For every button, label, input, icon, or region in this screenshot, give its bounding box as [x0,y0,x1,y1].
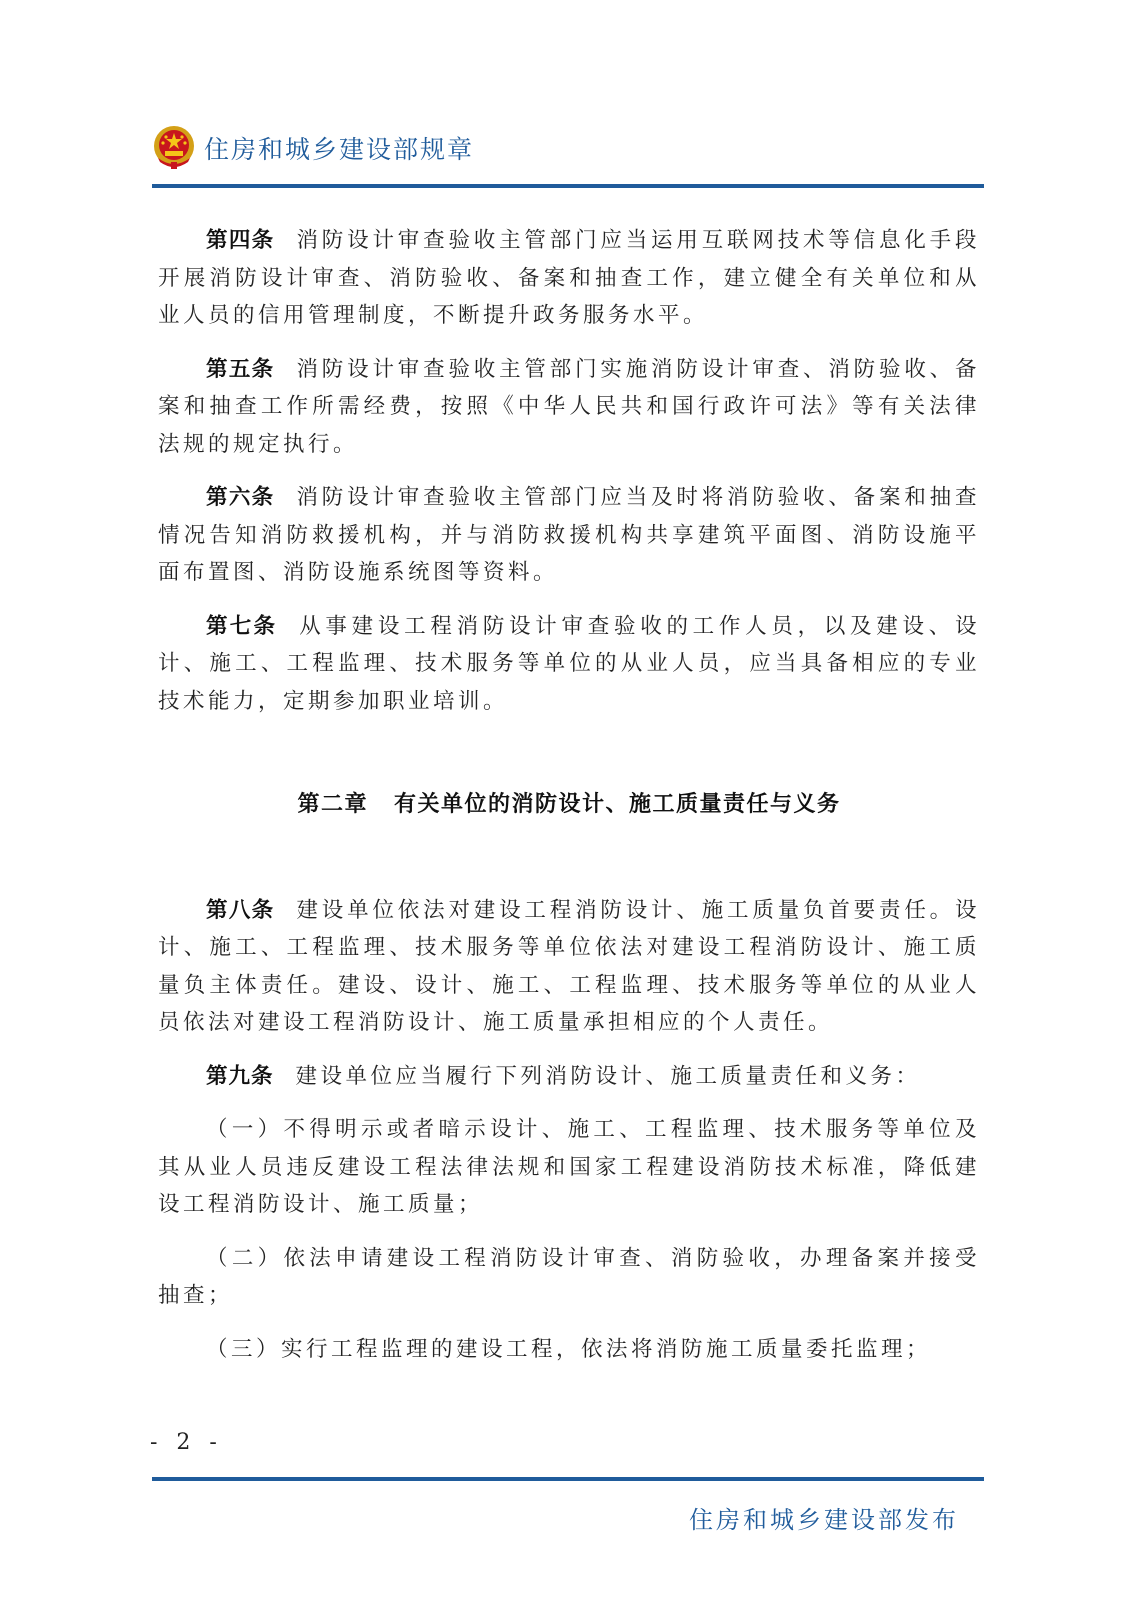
article-paragraph [158,351,980,464]
article-number: 第九条 [206,1063,274,1089]
article-text: 建设单位依法对建设工程消防设计、施工质量负首要责任。设计、施工、工程监理、技术服务等单位依法对建设工程消防设计、施工质量负主体责任。建设、设计、施工、工程监理、技术服务等单位的从业人员依法对建设工程消防设计、施工质量承担相应的个人责任。 [158,897,980,1035]
article-number: 第四条 [206,228,275,253]
article-text: 建设单位应当履行下列消防设计、施工质量责任和义务： [295,1063,921,1089]
list-item: （三）实行工程监理的建设工程，依法将消防施工质量委托监理； [206,1336,932,1362]
article-paragraph [158,222,980,335]
page-number: - 2 - [150,1430,223,1455]
header-title: 住房和城乡建设部规章 [204,135,475,164]
article-paragraph [158,892,980,1042]
list-item: （二）依法申请建设工程消防设计审查、消防验收，办理备案并接受抽查； [158,1245,980,1308]
footer-publisher: 住房和城乡建设部发布 [689,1506,959,1534]
article-text: 消防设计审查验收主管部门实施消防设计审查、消防验收、备案和抽查工作所需经费，按照《中华人民共和国行政许可法》等有关法律法规的规定执行。 [158,356,980,457]
footer-rule [152,1477,984,1481]
article-number: 第六条 [206,485,275,510]
article-text: 消防设计审查验收主管部门应当运用互联网技术等信息化手段开展消防设计审查、消防验收、备案和抽查工作，建立健全有关单位和从业人员的信用管理制度，不断提升政务服务水平。 [158,228,980,328]
chapter-number: 第二章 [297,792,368,817]
article-text: 消防设计审查验收主管部门应当及时将消防验收、备案和抽查情况告知消防救援机构，并与消防救援机构共享建筑平面图、消防设施平面布置图、消防设施系统图等资料。 [158,485,980,585]
document-body [158,222,980,1384]
header-rule [152,184,984,188]
article-text: 从事建设工程消防设计审查验收的工作人员，以及建设、设计、施工、工程监理、技术服务等单位的从业人员，应当具备相应的专业技术能力，定期参加职业培训。 [158,613,980,714]
chapter-title: 有关单位的消防设计、施工质量责任与义务 [394,792,841,817]
article-number: 第八条 [206,897,275,923]
article-number: 第七条 [206,613,278,639]
list-item: （一）不得明示或者暗示设计、施工、工程监理、技术服务等单位及其从业人员违反建设工程法律法规和国家工程建设消防技术标准，降低建设工程消防设计、施工质量； [158,1117,980,1217]
national-emblem-icon [152,124,196,170]
chapter-heading [158,786,980,824]
page-header [152,120,984,186]
article-paragraph [158,479,980,592]
article-number: 第五条 [206,356,275,382]
article-paragraph [158,608,980,721]
article-paragraph [158,1058,980,1096]
